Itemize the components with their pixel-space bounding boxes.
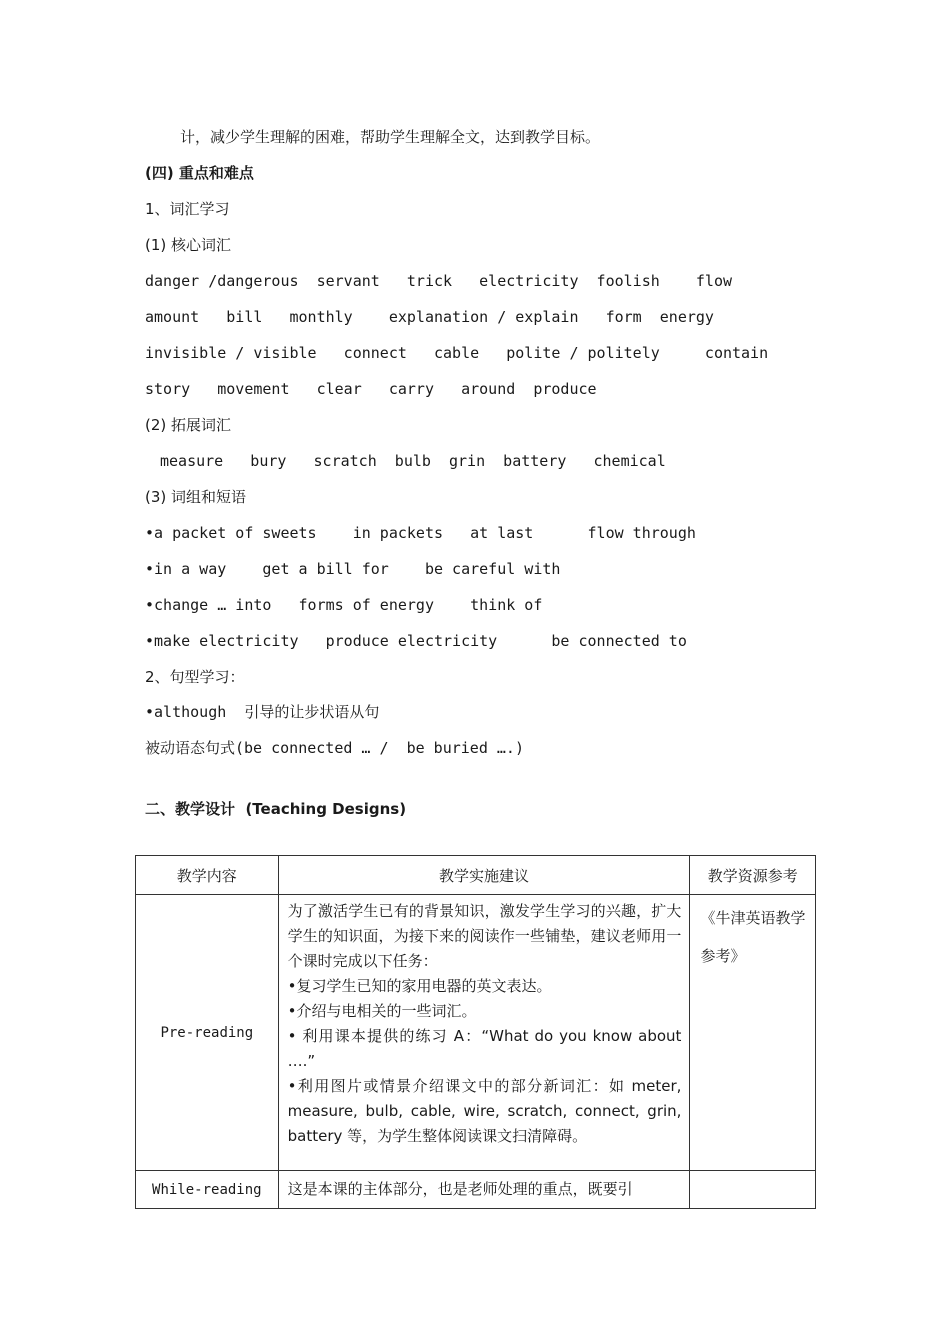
suggestion-bullet: •利用图片或情景介绍课文中的部分新词汇：如 meter, measure, bulb, cable, wire, scratch, connect, grin, battery 等，为学生整体阅读课文扫清障碍。 bbox=[287, 1077, 682, 1145]
phrase-line: •change … into forms of energy think of bbox=[145, 596, 543, 614]
sentence-heading: 2、句型学习： bbox=[145, 668, 245, 686]
suggestion-cell bbox=[278, 895, 690, 1171]
phrase-line: •make electricity produce electricity be connected to bbox=[145, 632, 687, 650]
core-vocab-line: story movement clear carry around produce bbox=[145, 380, 597, 398]
extended-vocab-heading: (2) 拓展词汇 bbox=[145, 416, 232, 434]
core-vocab-heading: (1) 核心词汇 bbox=[145, 236, 232, 254]
header-content: 教学内容 bbox=[136, 856, 279, 895]
suggestion-paragraph: 为了激活学生已有的背景知识，激发学生学习的兴趣，扩大学生的知识面，为接下来的阅读作一些铺垫，建议老师用一个课时完成以下任务： bbox=[287, 902, 682, 970]
sentence-line: 被动语态句式(be connected … / be buried ….) bbox=[145, 739, 524, 757]
vocab-heading: 1、词汇学习 bbox=[145, 200, 230, 218]
suggestion-bullet: • 利用课本提供的练习 A：“What do you know about ….” bbox=[287, 1027, 682, 1070]
table-row bbox=[136, 895, 816, 1171]
table-header-row bbox=[136, 856, 816, 895]
resource-cell bbox=[690, 1171, 816, 1209]
suggestion-cell: 这是本课的主体部分，也是老师处理的重点，既要引 bbox=[278, 1171, 690, 1209]
stage-cell: While-reading bbox=[136, 1171, 279, 1209]
resource-cell: 《牛津英语教学参考》 bbox=[690, 895, 816, 1171]
teaching-design-title: 二、教学设计 (Teaching Designs) bbox=[145, 800, 407, 818]
core-vocab-line: invisible / visible connect cable polite / politely contain bbox=[145, 344, 769, 362]
sentence-line: •although 引导的让步状语从句 bbox=[145, 703, 380, 721]
extended-vocab-line: measure bury scratch bulb grin battery chemical bbox=[160, 452, 666, 470]
header-suggestion: 教学实施建议 bbox=[278, 856, 690, 895]
phrases-heading: (3) 词组和短语 bbox=[145, 488, 247, 506]
continued-paragraph: 计，减少学生理解的困难，帮助学生理解全文，达到教学目标。 bbox=[180, 128, 601, 146]
phrase-line: •in a way get a bill for be careful with bbox=[145, 560, 561, 578]
stage-cell: Pre-reading bbox=[136, 895, 279, 1171]
section-heading-key-points: (四) 重点和难点 bbox=[145, 164, 254, 182]
phrase-line: •a packet of sweets in packets at last flow through bbox=[145, 524, 696, 542]
teaching-design-table bbox=[135, 855, 816, 1209]
suggestion-bullet: •介绍与电相关的一些词汇。 bbox=[287, 1002, 477, 1020]
core-vocab-line: amount bill monthly explanation / explain form energy bbox=[145, 308, 714, 326]
header-resource: 教学资源参考 bbox=[690, 856, 816, 895]
table-row bbox=[136, 1171, 816, 1209]
suggestion-bullet: •复习学生已知的家用电器的英文表达。 bbox=[287, 977, 552, 995]
core-vocab-line: danger /dangerous servant trick electricity foolish flow bbox=[145, 272, 732, 290]
